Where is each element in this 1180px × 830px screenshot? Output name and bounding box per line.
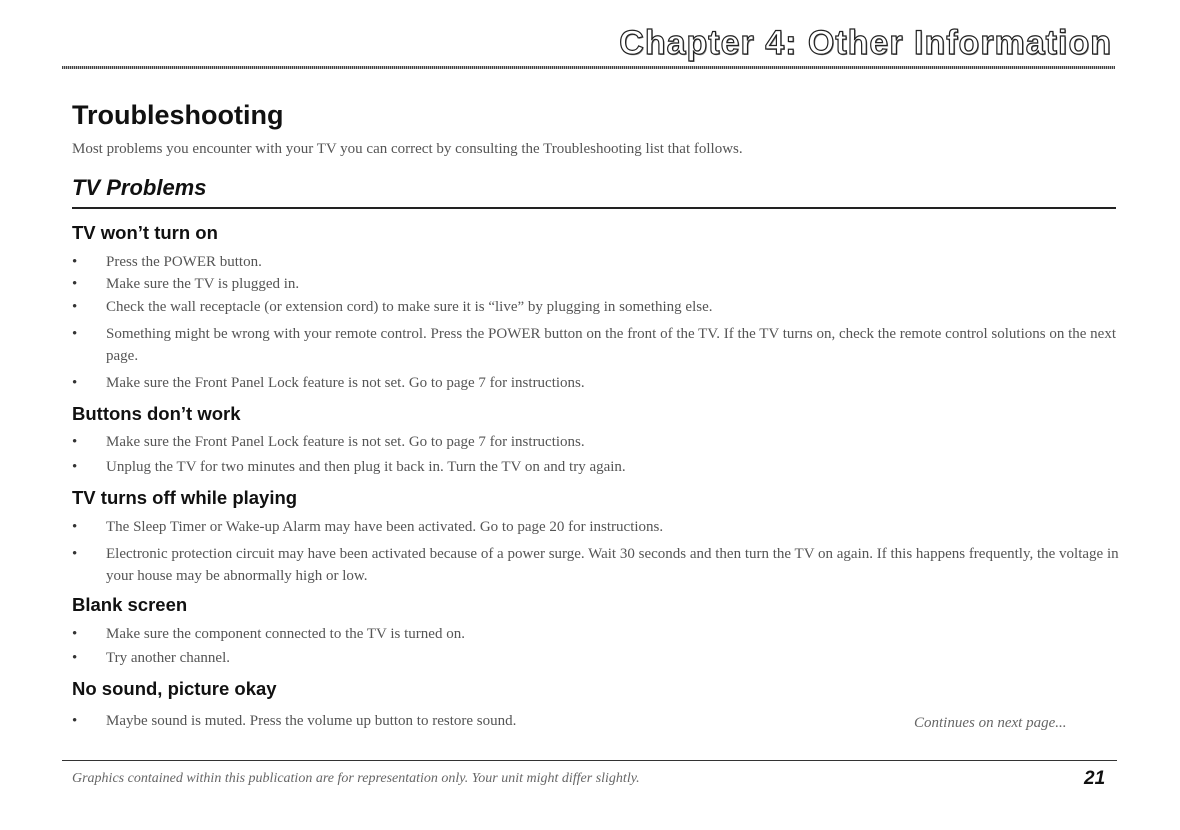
bullet-icon: • <box>72 326 78 342</box>
subheading-tv-wont-turn-on: TV won’t turn on <box>72 222 218 243</box>
list-item: • Make sure the component connected to the TV is turned on. <box>72 623 1122 645</box>
bullet-icon: • <box>72 713 78 729</box>
list-item: • Make sure the Front Panel Lock feature is not set. Go to page 7 for instructions. <box>72 372 1122 394</box>
list-item: • Check the wall receptacle (or extension cord) to make sure it is “live” by plugging in something else. <box>72 296 1122 318</box>
list-item: • Make sure the TV is plugged in. <box>72 273 1122 295</box>
page-number: 21 <box>1084 768 1106 789</box>
chapter-rule <box>62 66 1115 69</box>
bullet-icon: • <box>72 434 78 450</box>
bullet-icon: • <box>72 650 78 666</box>
page-heading: Troubleshooting <box>72 100 284 130</box>
list-item: • Something might be wrong with your remote control. Press the POWER button on the front of the TV. If the TV turns on, check the remote control solutions on the next page. <box>72 323 1122 367</box>
list-item: • Press the POWER button. <box>72 251 1122 273</box>
list-item: • Unplug the TV for two minutes and then plug it back in. Turn the TV on and try again. <box>72 456 1122 478</box>
bullet-icon: • <box>72 276 78 292</box>
bullet-icon: • <box>72 626 78 642</box>
section-rule <box>72 207 1116 209</box>
subheading-blank-screen: Blank screen <box>72 594 188 615</box>
chapter-title: Chapter 4: Other Information <box>619 24 1112 62</box>
footer-rule <box>62 760 1117 761</box>
subheading-tv-turns-off: TV turns off while playing <box>72 487 298 508</box>
subheading-buttons-dont-work: Buttons don’t work <box>72 403 241 424</box>
list-item: • Make sure the Front Panel Lock feature is not set. Go to page 7 for instructions. <box>72 431 1122 453</box>
footer-note: Graphics contained within this publication are for representation only. Your unit might differ slightly. <box>72 771 640 786</box>
bullet-icon: • <box>72 519 78 535</box>
list-item: • Maybe sound is muted. Press the volume up button to restore sound. <box>72 710 892 732</box>
list-item: • Electronic protection circuit may have been activated because of a power surge. Wait 30 seconds and then turn the TV on again. If this happens frequently, the voltage in your house may be abnormally high or low. <box>72 543 1122 587</box>
bullet-icon: • <box>72 299 78 315</box>
subheading-no-sound: No sound, picture okay <box>72 678 277 699</box>
bullet-icon: • <box>72 254 78 270</box>
bullet-icon: • <box>72 546 78 562</box>
continues-note: Continues on next page... <box>914 715 1067 731</box>
bullet-icon: • <box>72 459 78 475</box>
intro-text: Most problems you encounter with your TV you can correct by consulting the Troubleshooting list that follows. <box>72 141 743 157</box>
list-item: • The Sleep Timer or Wake-up Alarm may have been activated. Go to page 20 for instructions. <box>72 516 1122 538</box>
bullet-icon: • <box>72 375 78 391</box>
section-heading: TV Problems <box>72 175 207 200</box>
list-item: • Try another channel. <box>72 647 1122 669</box>
